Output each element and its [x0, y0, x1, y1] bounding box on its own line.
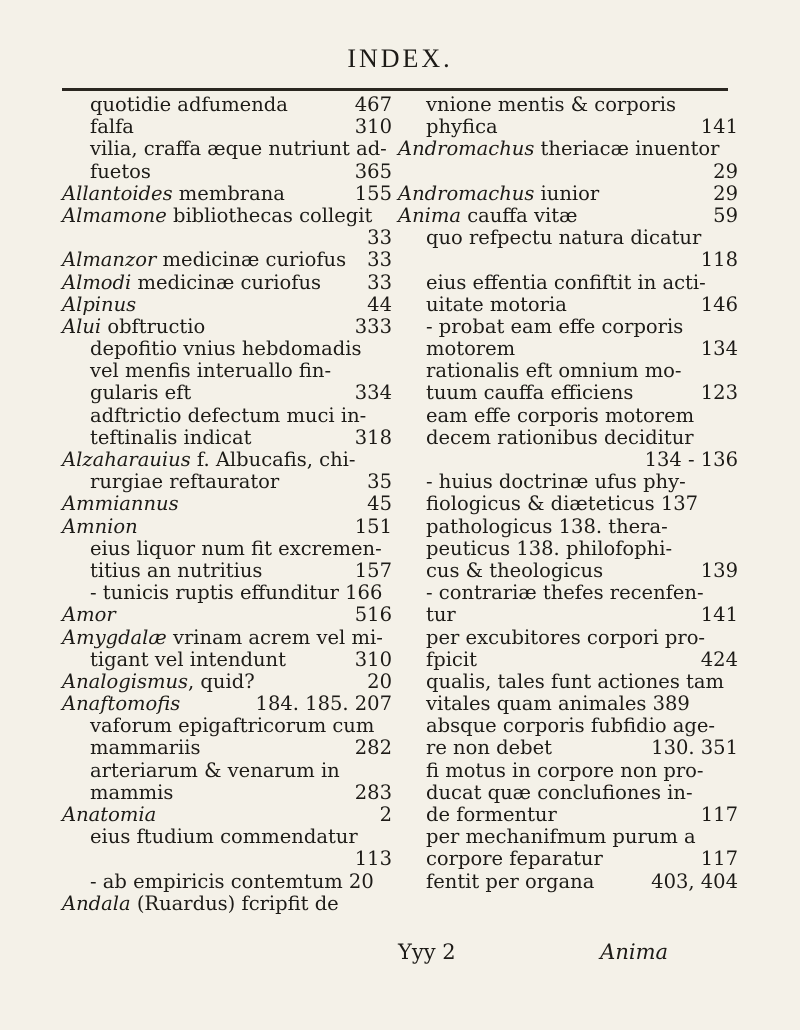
- entry-text: [90, 405, 366, 427]
- entry-page-ref: 467: [354, 93, 392, 116]
- entry-body: re non debet: [426, 736, 552, 760]
- entry-text: [62, 693, 180, 715]
- entry-body: pathologicus 138. thera-: [426, 514, 668, 538]
- entry-text: [426, 649, 477, 671]
- entry-text: [90, 360, 331, 382]
- entry-text: [62, 294, 136, 316]
- entry-page-ref: 318: [354, 425, 392, 449]
- entry-body: fi motus in corpore non pro-: [426, 758, 704, 782]
- index-entry: [398, 760, 738, 782]
- index-entry: [62, 693, 392, 715]
- entry-page-ref: 139: [700, 558, 738, 582]
- entry-page-ref: 403, 404: [651, 869, 738, 893]
- entry-text: [90, 871, 374, 893]
- entry-page-ref: 117: [700, 803, 738, 826]
- entry-text: [90, 649, 286, 671]
- index-entry: [62, 493, 392, 515]
- entry-page-ref: 365: [354, 159, 392, 183]
- index-entry: [398, 649, 738, 671]
- index-entry: [398, 427, 738, 449]
- page-header: INDEX.: [347, 44, 453, 73]
- entry-body: f. Albucafis, chi-: [190, 448, 356, 471]
- index-entry: [62, 804, 392, 826]
- entry-text: [90, 560, 262, 582]
- entry-text: [426, 294, 567, 316]
- index-entry: [398, 116, 738, 138]
- header-rule: [62, 88, 728, 91]
- index-entry: [62, 893, 392, 915]
- entry-text: [426, 804, 557, 826]
- entry-page-ref: 141: [700, 603, 738, 627]
- entry-page-ref: 123: [700, 381, 738, 405]
- entry-text: [398, 138, 719, 160]
- index-entry: [398, 538, 738, 560]
- entry-headword: Amygdalæ: [62, 625, 167, 649]
- entry-text: [90, 715, 374, 737]
- entry-body: - probat eam effe corporis: [426, 314, 684, 338]
- entry-body: titius an nutritius: [90, 558, 263, 582]
- entry-text: [426, 560, 603, 582]
- entry-body: phyfica: [426, 115, 498, 139]
- entry-body: theriacæ inuentor: [534, 137, 720, 161]
- entry-headword: Analogismus: [62, 669, 189, 693]
- entry-text: [90, 582, 382, 604]
- entry-body: bibliothecas collegit: [166, 203, 373, 227]
- entry-body: fentit per organa: [426, 869, 595, 893]
- entry-page-ref: 35: [367, 470, 392, 494]
- index-entry: [62, 826, 392, 848]
- entry-text: [90, 94, 288, 116]
- entry-body: - contrariæ thefes recenfen-: [426, 581, 704, 605]
- entry-body: - huius doctrinæ ufus phy-: [426, 470, 686, 494]
- index-entry: [398, 582, 738, 604]
- entry-text: [62, 249, 346, 271]
- entry-body: - tunicis ruptis effunditur 166: [90, 581, 383, 605]
- index-entry: [398, 294, 738, 316]
- entry-text: [90, 338, 362, 360]
- entry-page-ref: 134: [700, 337, 738, 361]
- entry-page-ref: 33: [367, 248, 392, 272]
- index-entry: [398, 449, 738, 471]
- index-entry: [62, 582, 392, 604]
- entry-text: [426, 604, 456, 626]
- entry-page-ref: 118: [700, 248, 738, 272]
- entry-body: absque corporis fubfidio age-: [426, 714, 716, 738]
- entry-text: [426, 582, 704, 604]
- index-entry: [62, 338, 392, 360]
- entry-page-ref: 130. 351: [651, 736, 738, 760]
- index-entry: [62, 427, 392, 449]
- index-entry: [62, 94, 392, 116]
- index-entry: [398, 94, 738, 116]
- entry-body: qualis, tales funt actiones tam: [426, 669, 724, 693]
- index-entry: [398, 183, 738, 205]
- entry-body: vitales quam animales 389: [426, 692, 690, 716]
- entry-page-ref: 45: [367, 492, 392, 516]
- entry-body: eius liquor num fit excremen-: [90, 536, 382, 560]
- index-entry: [398, 249, 738, 271]
- entry-page-ref: 310: [354, 115, 392, 139]
- entry-body: vrinam acrem vel mi-: [166, 625, 383, 649]
- entry-body: vnione mentis & corporis: [426, 93, 677, 116]
- entry-text: [426, 427, 694, 449]
- index-entry: [398, 671, 738, 693]
- entry-headword: Almodi: [62, 270, 132, 294]
- index-entry: [62, 471, 392, 493]
- entry-body: iunior: [534, 181, 600, 205]
- entry-text: [426, 627, 705, 649]
- entry-body: medicinæ curiofus: [156, 248, 347, 272]
- entry-body: vel menfis interuallo fin-: [90, 359, 332, 383]
- entry-page-ref: 29: [713, 181, 738, 205]
- entry-text: [90, 782, 173, 804]
- entry-text: [426, 493, 698, 515]
- left-column: [62, 94, 392, 915]
- entry-text: [426, 516, 668, 538]
- index-entry: [62, 272, 392, 294]
- entry-body: per mechanifmum purum a: [426, 825, 696, 849]
- index-entry: [62, 560, 392, 582]
- entry-text: [426, 538, 672, 560]
- index-entry: [62, 871, 392, 893]
- index-entry: [398, 272, 738, 294]
- entry-text: [90, 471, 279, 493]
- catchword: Anima: [600, 940, 668, 964]
- entry-body: obftructio: [101, 314, 206, 338]
- index-entry: [398, 161, 738, 183]
- entry-body: , quid?: [188, 669, 255, 693]
- entry-page-ref: 333: [354, 314, 392, 338]
- entry-page-ref: 134 - 136: [644, 448, 738, 471]
- index-entry: [398, 627, 738, 649]
- entry-page-ref: 310: [354, 647, 392, 671]
- index-entry: [62, 715, 392, 737]
- right-column: [398, 94, 738, 893]
- index-entry: [398, 316, 738, 338]
- entry-page-ref: 113: [354, 847, 392, 871]
- index-entry: [398, 693, 738, 715]
- entry-text: [398, 205, 577, 227]
- entry-body: medicinæ curiofus: [131, 270, 322, 294]
- entry-headword: Amor: [62, 603, 116, 627]
- entry-page-ref: 117: [700, 847, 738, 871]
- entry-page-ref: 424: [700, 647, 738, 671]
- index-entry: [62, 316, 392, 338]
- entry-body: tur: [426, 603, 456, 627]
- entry-text: [426, 227, 701, 249]
- index-entry: [398, 826, 738, 848]
- entry-page-ref: 2: [379, 803, 392, 826]
- entry-page-ref: 33: [367, 270, 392, 294]
- entry-text: [62, 316, 205, 338]
- index-entry: [398, 604, 738, 626]
- entry-headword: Anatomia: [62, 803, 157, 826]
- entry-text: [426, 272, 706, 294]
- entry-text: [90, 760, 340, 782]
- entry-page-ref: 184. 185. 207: [255, 692, 392, 716]
- entry-text: [62, 671, 255, 693]
- entry-page-ref: 44: [367, 292, 392, 316]
- index-entry: [398, 871, 738, 893]
- entry-text: [426, 360, 682, 382]
- entry-body: corpore feparatur: [426, 847, 603, 871]
- index-entry: [62, 116, 392, 138]
- index-entry: [398, 737, 738, 759]
- entry-headword: Amnion: [62, 514, 138, 538]
- entry-body: eam effe corporis motorem: [426, 403, 695, 427]
- entry-text: [426, 405, 694, 427]
- entry-body: cus & theologicus: [426, 558, 604, 582]
- entry-text: [426, 316, 683, 338]
- entry-page-ref: 155: [354, 181, 392, 205]
- entry-headword: Alzaharauius: [62, 448, 191, 471]
- entry-body: gularis eft: [90, 381, 192, 405]
- index-entry: [398, 493, 738, 515]
- entry-page-ref: 33: [367, 226, 392, 250]
- entry-body: per excubitores corpori pro-: [426, 625, 706, 649]
- entry-text: [426, 382, 633, 404]
- entry-body: falfa: [90, 115, 134, 139]
- index-entry: [398, 227, 738, 249]
- entry-body: vilia, craffa æque nutriunt ad-: [90, 137, 387, 161]
- index-entry: [62, 249, 392, 271]
- entry-page-ref: 334: [354, 381, 392, 405]
- entry-body: peuticus 138. philofophi-: [426, 536, 673, 560]
- entry-text: [426, 116, 498, 138]
- entry-body: motorem: [426, 337, 516, 361]
- entry-body: quo refpectu natura dicatur: [426, 226, 702, 250]
- entry-page-ref: 20: [367, 669, 392, 693]
- entry-text: [426, 693, 690, 715]
- entry-text: [426, 848, 603, 870]
- entry-body: decem rationibus deciditur: [426, 425, 694, 449]
- index-entry: [62, 538, 392, 560]
- entry-headword: Almamone: [62, 203, 167, 227]
- entry-body: arteriarum & venarum in: [90, 758, 340, 782]
- entry-body: adftrictio defectum muci in-: [90, 403, 367, 427]
- entry-headword: Almanzor: [62, 248, 157, 272]
- index-entry: [398, 782, 738, 804]
- entry-text: [62, 804, 156, 826]
- index-entry: [398, 360, 738, 382]
- entry-body: ducat quæ conclufiones in-: [426, 780, 693, 804]
- entry-text: [62, 604, 116, 626]
- entry-text: [426, 671, 724, 693]
- index-entry: [398, 471, 738, 493]
- entry-headword: Anima: [398, 203, 461, 227]
- index-entry: [398, 382, 738, 404]
- entry-page-ref: 516: [354, 603, 392, 627]
- entry-body: tigant vel intendunt: [90, 647, 286, 671]
- entry-page-ref: 29: [713, 159, 738, 183]
- index-entry: [62, 604, 392, 626]
- entry-text: [90, 382, 191, 404]
- entry-text: [62, 516, 138, 538]
- entry-text: [426, 826, 696, 848]
- index-entry: [398, 715, 738, 737]
- index-entry: [398, 138, 738, 160]
- index-entry: [62, 161, 392, 183]
- entry-body: uitate motoria: [426, 292, 567, 316]
- index-entry: [62, 183, 392, 205]
- entry-text: [426, 760, 704, 782]
- entry-page-ref: 283: [354, 780, 392, 804]
- entry-text: [90, 161, 151, 183]
- entry-page-ref: 59: [713, 203, 738, 227]
- index-entry: [398, 205, 738, 227]
- entry-body: membrana: [172, 181, 285, 205]
- index-entry: [398, 848, 738, 870]
- entry-text: [90, 538, 382, 560]
- entry-text: [426, 471, 686, 493]
- index-entry: [398, 405, 738, 427]
- entry-headword: Anaftomofis: [62, 692, 181, 716]
- entry-body: cauffa vitæ: [461, 203, 578, 227]
- entry-headword: Alui: [62, 314, 102, 338]
- entry-headword: Andala: [62, 891, 131, 915]
- index-entry: [62, 671, 392, 693]
- index-entry: [62, 360, 392, 382]
- entry-body: depofitio vnius hebdomadis: [90, 337, 362, 361]
- entry-text: [426, 338, 515, 360]
- index-entry: [62, 516, 392, 538]
- entry-text: [90, 826, 358, 848]
- index-entry: [62, 848, 392, 870]
- entry-page-ref: 151: [354, 514, 392, 538]
- index-entry: [62, 405, 392, 427]
- entry-body: fpicit: [426, 647, 477, 671]
- entry-body: fiologicus & diæteticus 137: [426, 492, 699, 516]
- entry-text: [62, 627, 383, 649]
- entry-text: [62, 493, 179, 515]
- index-entry: [398, 560, 738, 582]
- entry-headword: Alpinus: [62, 292, 137, 316]
- entry-text: [426, 871, 594, 893]
- entry-body: rationalis eft omnium mo-: [426, 359, 682, 383]
- entry-text: [90, 427, 251, 449]
- index-entry: [62, 294, 392, 316]
- entry-page-ref: 282: [354, 736, 392, 760]
- index-entry: [62, 627, 392, 649]
- entry-body: eius ftudium commendatur: [90, 825, 358, 849]
- index-entry: [62, 205, 392, 227]
- entry-text: [62, 183, 285, 205]
- entry-page-ref: 146: [700, 292, 738, 316]
- entry-text: [62, 893, 339, 915]
- index-entry: [62, 737, 392, 759]
- index-entry: [62, 227, 392, 249]
- entry-body: (Ruardus) fcripfit de: [130, 891, 339, 915]
- index-entry: [398, 516, 738, 538]
- index-entry: [62, 782, 392, 804]
- entry-body: eius effentia confiftit in acti-: [426, 270, 706, 294]
- index-entry: [398, 804, 738, 826]
- entry-text: [426, 94, 676, 116]
- entry-text: [398, 183, 599, 205]
- entry-body: tuum cauffa efficiens: [426, 381, 634, 405]
- entry-body: rurgiae reftaurator: [90, 470, 280, 494]
- entry-text: [62, 272, 321, 294]
- entry-headword: Allantoides: [62, 181, 173, 205]
- entry-text: [426, 715, 715, 737]
- index-entry: [62, 649, 392, 671]
- index-entry: [62, 382, 392, 404]
- index-entry: [62, 449, 392, 471]
- entry-body: mammariis: [90, 736, 201, 760]
- entry-page-ref: 157: [354, 558, 392, 582]
- entry-text: [90, 116, 134, 138]
- index-entry: [62, 760, 392, 782]
- entry-headword: Andromachus: [398, 181, 535, 205]
- entry-body: fuetos: [90, 159, 151, 183]
- entry-body: vaforum epigaftricorum cum: [90, 714, 375, 738]
- index-entry: [398, 338, 738, 360]
- entry-page-ref: 141: [700, 115, 738, 139]
- entry-headword: Ammiannus: [62, 492, 179, 516]
- entry-body: quotidie adfumenda: [90, 93, 288, 116]
- entry-text: [62, 449, 355, 471]
- entry-body: - ab empiricis contemtum 20: [90, 869, 374, 893]
- entry-headword: Andromachus: [398, 137, 535, 161]
- entry-body: mammis: [90, 780, 174, 804]
- signature-mark: Yyy 2: [398, 940, 456, 964]
- entry-text: [426, 737, 552, 759]
- entry-text: [62, 205, 372, 227]
- entry-text: [90, 737, 201, 759]
- entry-text: [426, 782, 693, 804]
- entry-text: [90, 138, 387, 160]
- index-entry: [62, 138, 392, 160]
- entry-body: teftinalis indicat: [90, 425, 252, 449]
- entry-body: de formentur: [426, 803, 557, 826]
